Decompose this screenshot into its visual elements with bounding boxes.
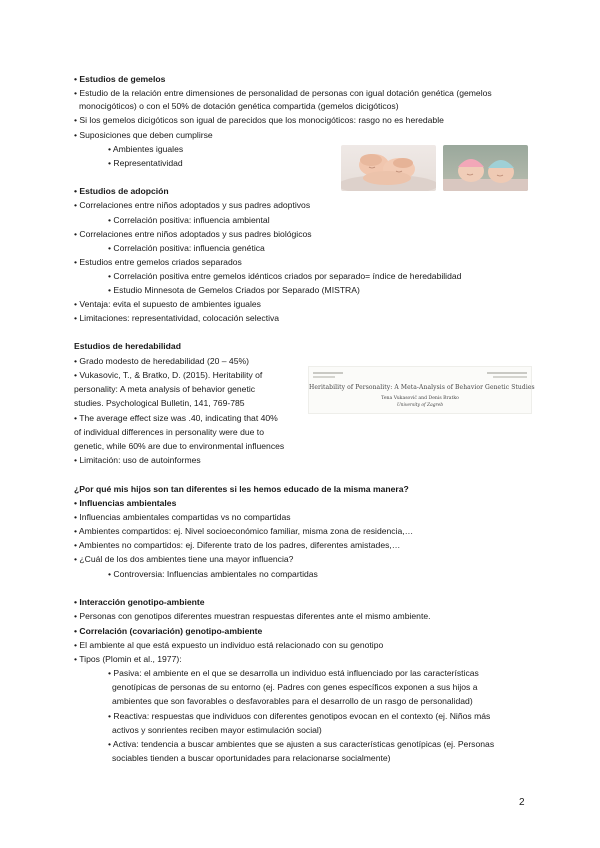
environment-line: • Influencias ambientales compartidas vs no compartidas [74, 512, 291, 522]
heritability-line: of individual differences in personality were due to [74, 427, 264, 437]
gene-environment-line: • Tipos (Plomin et al., 1977): [74, 654, 182, 664]
paper-journal-line [313, 376, 335, 378]
environment-line: • Ambientes compartidos: ej. Nivel socioeconómico familiar, misma zona de residencia,… [74, 526, 414, 536]
paper-copyright-line [487, 372, 527, 374]
heritability-line: • Limitación: uso de autoinformes [74, 455, 201, 465]
adoption-studies-subitem: • Correlación positiva: influencia genética [108, 243, 265, 253]
adoption-studies-line: • Ventaja: evita el supuesto de ambientes iguales [74, 299, 261, 309]
paper-authors: Tena Vukasović and Denis Bratko [381, 396, 459, 401]
twin-studies-line: • Si los gemelos dicigóticos son igual de parecidos que los monocigóticos: rasgo no es heredable [74, 115, 444, 125]
environment-subitem: • Controversia: Influencias ambientales no compartidas [108, 569, 318, 579]
environment-line: • ¿Cuál de los dos ambientes tiene una mayor influencia? [74, 554, 294, 564]
paper-affiliation: University of Zagreb [396, 403, 444, 408]
heritability-line: • Grado modesto de heredabilidad (20 – 45%) [74, 356, 249, 366]
gene-environment-line: • El ambiente al que está expuesto un individuo está relacionado con su genotipo [74, 640, 384, 650]
adoption-studies-subitem: • Estudio Minnesota de Gemelos Criados por Separado (MISTRA) [108, 285, 360, 295]
heritability-reference: • Vukasovic, T., & Bratko, D. (2015). Heritability of [74, 370, 263, 380]
twin-studies-heading: • Estudios de gemelos [74, 74, 166, 84]
adoption-studies-subitem: • Correlación positiva entre gemelos idénticos criados por separado= índice de heredabilidad [108, 271, 462, 281]
type-reactive: • Reactiva: respuestas que individuos con diferentes genotipos evocan en el contexto (ej. Niños más [108, 711, 491, 721]
type-active: sociables tienden a buscar oportunidades para relacionarse socialmente) [112, 753, 391, 763]
adoption-studies-subitem: • Correlación positiva: influencia ambiental [108, 215, 270, 225]
type-passive: genotípicas de personas de su entorno (ej. Padres con genes específicos exponen a sus hijos a [112, 682, 478, 692]
gene-environment-correlation-heading: • Correlación (covariación) genotipo-ambiente [74, 626, 263, 636]
twin-studies-line: • Estudio de la relación entre dimensiones de personalidad de personas con igual dotación genética (gemelos [74, 88, 492, 98]
heritability-reference: studies. Psychological Bulletin, 141, 769-785 [74, 398, 245, 408]
gene-environment-heading: • Interacción genotipo-ambiente [74, 597, 205, 607]
twins-with-hats-illustration [443, 145, 528, 191]
paper-journal-line [313, 372, 343, 374]
page-number: 2 [519, 797, 525, 808]
adoption-studies-heading: • Estudios de adopción [74, 186, 169, 196]
heritability-line: genetic, while 60% are due to environmental influences [74, 441, 285, 451]
twin-studies-line: • Suposiciones que deben cumplirse [74, 130, 213, 140]
gene-environment-line: • Personas con genotipos diferentes muestran respuestas diferentes ante el mismo ambiente. [74, 611, 431, 621]
twins-with-hats-photo [443, 145, 528, 191]
paper-header-screenshot [308, 366, 535, 414]
heritability-line: • The average effect size was .40, indicating that 40% [74, 413, 278, 423]
adoption-studies-line: • Correlaciones entre niños adoptados y sus padres biológicos [74, 229, 312, 239]
twin-studies-subitem: • Ambientes iguales [108, 144, 184, 154]
adoption-studies-line: • Limitaciones: representatividad, colocación selectiva [74, 313, 280, 323]
paper-title: Heritability of Personality: A Meta-Analysis of Behavior Genetic Studies [309, 384, 535, 391]
adoption-studies-line: • Estudios entre gemelos criados separados [74, 257, 242, 267]
adoption-studies-line: • Correlaciones entre niños adoptados y sus padres adoptivos [74, 200, 311, 210]
sleeping-twins-illustration [341, 145, 436, 191]
paper-copyright-line [493, 376, 527, 378]
twin-studies-subitem: • Representatividad [108, 158, 183, 168]
heritability-reference: personality: A meta analysis of behavior genetic [74, 384, 256, 394]
twin-studies-line: monocigóticos) o con el 50% de dotación genética compartida (gemelos dicigóticos) [79, 101, 399, 111]
environment-line: • Ambientes no compartidos: ej. Diferente trato de los padres, diferentes amistades,… [74, 540, 401, 550]
type-active: • Activa: tendencia a buscar ambientes que se ajusten a sus características genotípicas (ej. Personas [108, 739, 495, 749]
type-passive: ambientes que son favorables o desfavorables para el desarrollo de un rasgo de personalidad) [112, 696, 473, 706]
type-passive: • Pasiva: el ambiente en el que se desarrolla un individuo está influenciado por las características [108, 668, 479, 678]
question-heading: ¿Por qué mis hijos son tan diferentes si les hemos educado de la misma manera? [74, 484, 409, 494]
heritability-heading: Estudios de heredabilidad [74, 341, 181, 351]
type-reactive: activos y sonrientes reciben mayor estimulación social) [112, 725, 322, 735]
sleeping-twins-photo [341, 145, 436, 191]
environment-heading: • Influencias ambientales [74, 498, 177, 508]
